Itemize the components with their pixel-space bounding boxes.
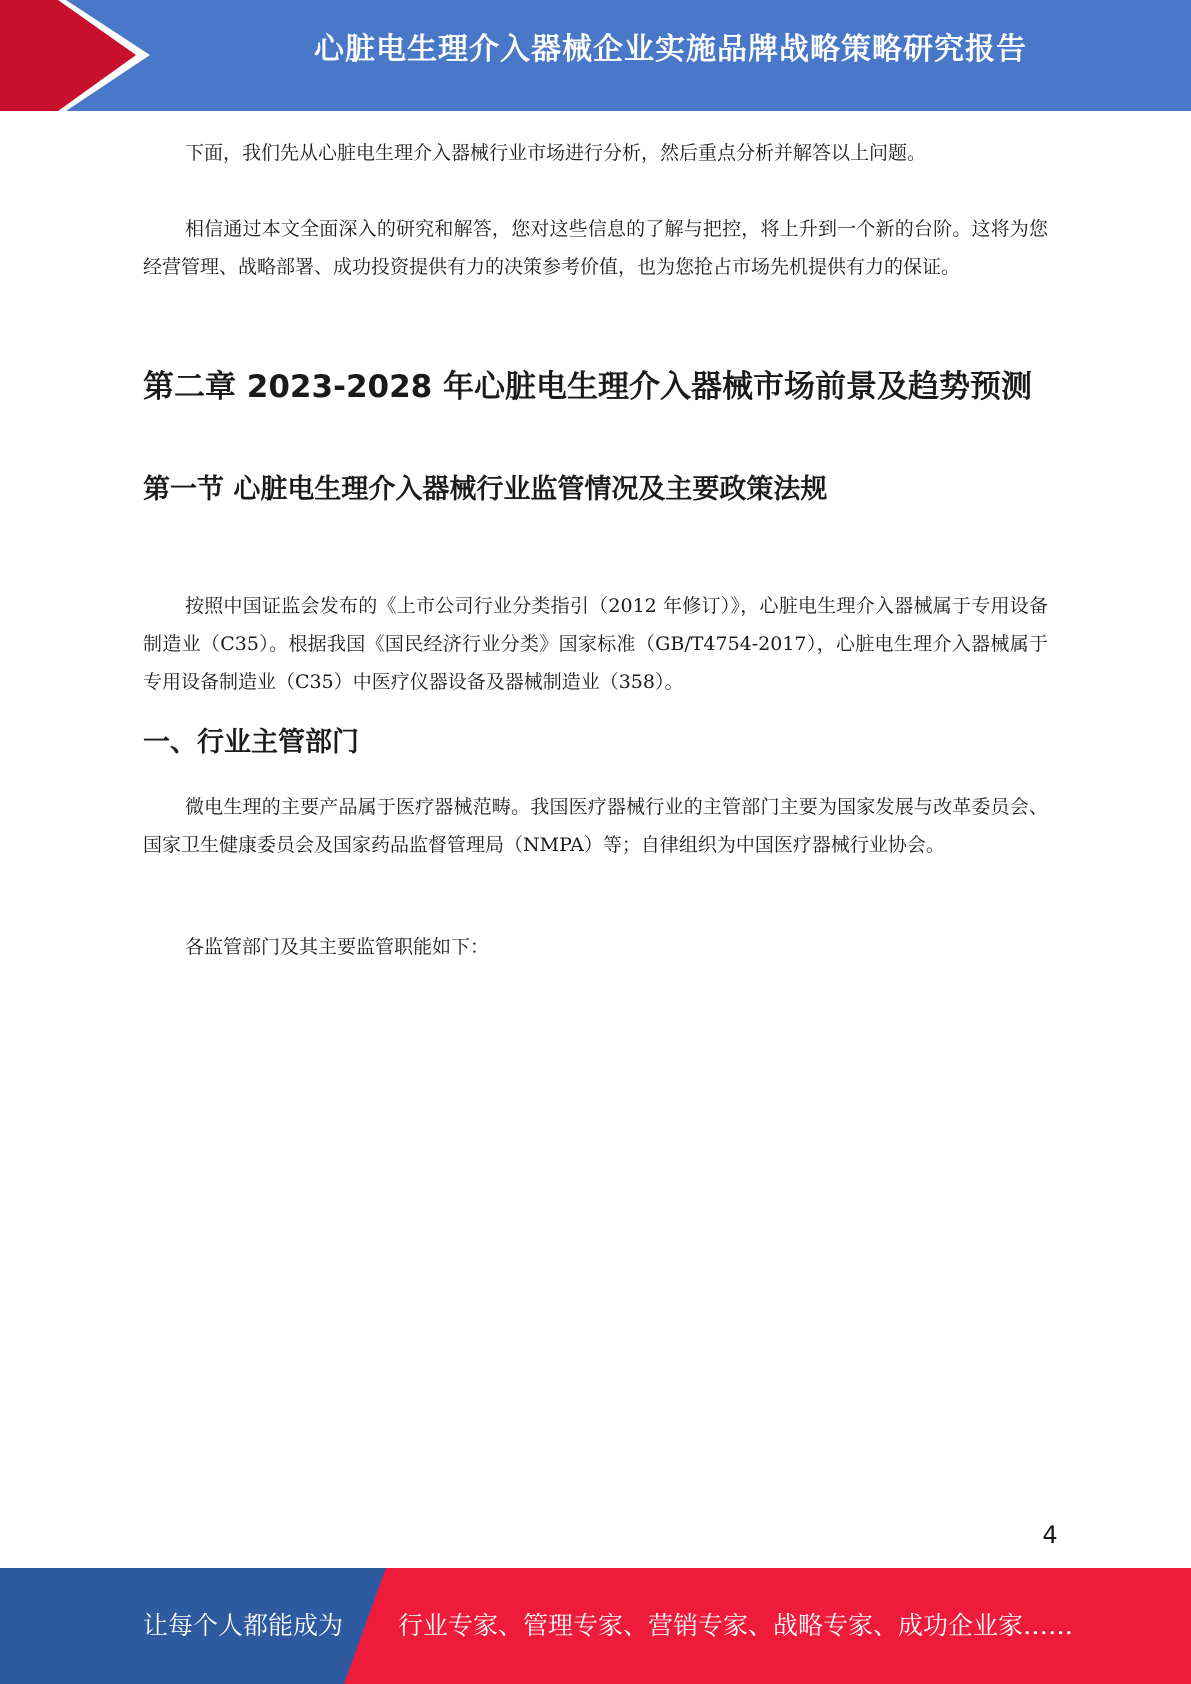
- report-title: 心脏电生理介入器械企业实施品牌战略策略研究报告: [314, 32, 1027, 67]
- page-number: 4: [1042, 1521, 1058, 1549]
- regulators-paragraph: 微电生理的主要产品属于医疗器械范畴。我国医疗器械行业的主管部门主要为国家发展与改革委员会、国家卫生健康委员会及国家药品监督管理局（NMPA）等；自律组织为中国医疗器械行业协会。: [143, 796, 1048, 856]
- functions-intro-paragraph: 各监管部门及其主要监管职能如下：: [185, 936, 490, 958]
- classification-paragraph: 按照中国证监会发布的《上市公司行业分类指引（2012 年修订）》，心脏电生理介入器械属于专用设备制造业（C35）。根据我国《国民经济行业分类》国家标准（GB/T4754-2017），心脏电生理介入器械属于专用设备制造业（C35）中医疗仪器设备及器械制造业（358）。: [143, 595, 1048, 693]
- subsection-title: 一、行业主管部门: [143, 727, 359, 758]
- page-header: [0, 0, 1191, 111]
- header-arrow-graphic: [0, 0, 160, 111]
- section-title: 第一节 心脏电生理介入器械行业监管情况及主要政策法规: [143, 474, 828, 505]
- page-footer: [0, 1568, 1191, 1684]
- chapter-title: 第二章 2023-2028 年心脏电生理介入器械市场前景及趋势预测: [143, 369, 1033, 405]
- footer-slogan-left: 让每个人都能成为: [143, 1611, 344, 1640]
- intro-paragraph: 下面，我们先从心脏电生理介入器械行业市场进行分析，然后重点分析并解答以上问题。: [185, 142, 927, 164]
- footer-slogan-right: 行业专家、管理专家、营销专家、战略专家、成功企业家……: [398, 1611, 1074, 1640]
- summary-paragraph: 相信通过本文全面深入的研究和解答，您对这些信息的了解与把控，将上升到一个新的台阶。这将为您经营管理、战略部署、成功投资提供有力的决策参考价值，也为您抢占市场先机提供有力的保证。: [143, 218, 1048, 278]
